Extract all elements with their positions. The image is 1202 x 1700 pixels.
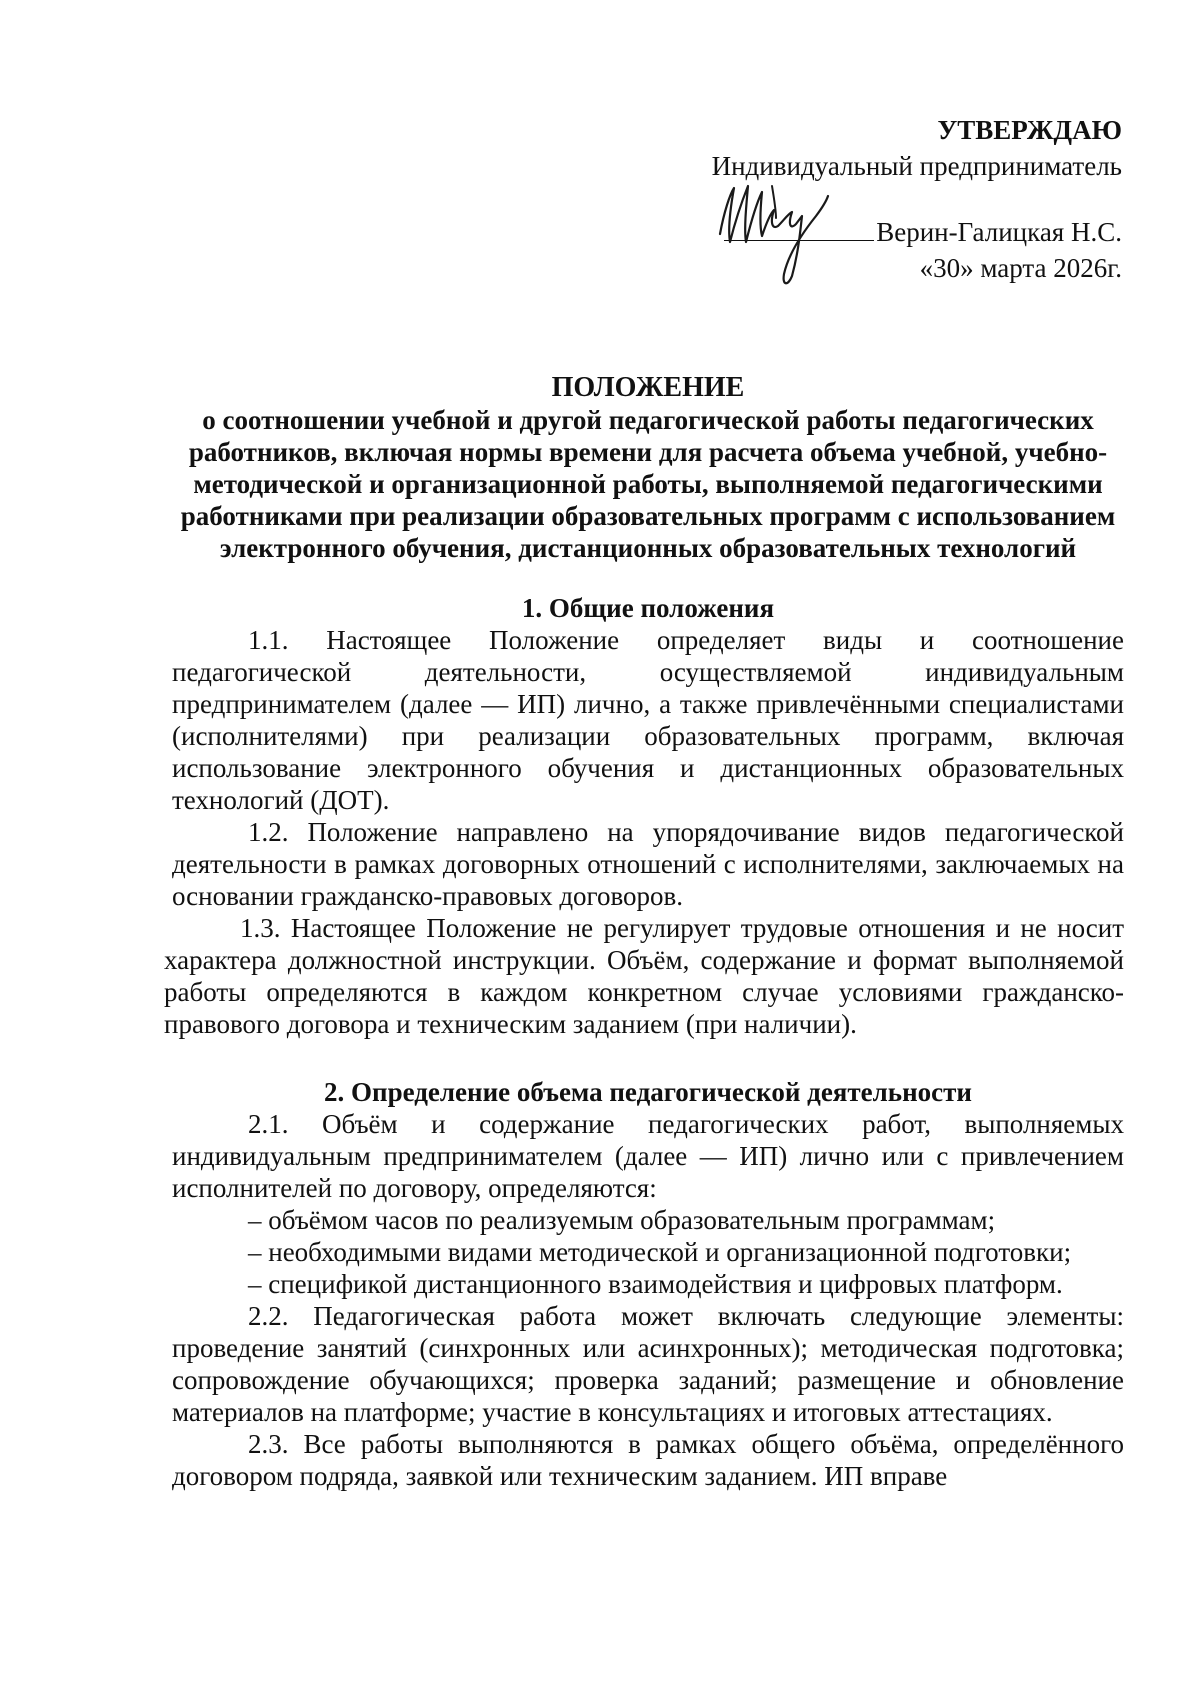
title-subtitle: о соотношении учебной и другой педагогической работы педагогических работников, включая нормы времени для расчета объема учебной, учебно-методической и организационной работы, выполняемой педагогическими работниками при реализации образовательных программ с использованием электронного обучения, дистанционных образовательных технологий: [180, 405, 1116, 563]
section-1-heading: 1. Общие положения: [521, 593, 775, 623]
list-item: – объёмом часов по реализуемым образовательным программам;: [248, 1205, 996, 1235]
paragraph-2-1: 2.1. Объём и содержание педагогических работ, выполняемых индивидуальным предпринимателем (далее — ИП) лично или с привлечением исполнителей по договору, определяются:: [172, 1109, 1124, 1203]
paragraph-1-1: 1.1. Настоящее Положение определяет виды и соотношение педагогической деятельности, осуществляемой индивидуальным предпринимателем (далее — ИП) лично, а также привлечёнными специалистами (исполнителями) при реализации образовательных программ, включая использование электронного обучения и дистанционных образовательных технологий (ДОТ).: [172, 625, 1124, 815]
approval-name: Верин-Галицкая Н.С.: [876, 217, 1122, 247]
list-item: – необходимыми видами методической и организационной подготовки;: [248, 1237, 1072, 1267]
approval-heading: УТВЕРЖДАЮ: [937, 115, 1122, 145]
approval-position: Индивидуальный предприниматель: [711, 151, 1122, 181]
paragraph-1-3: 1.3. Настоящее Положение не регулирует трудовые отношения и не носит характера должностной инструкции. Объём, содержание и формат выполняемой работы определяются в каждом конкретном случае условиями гражданско-правового договора и техническим заданием (при наличии).: [164, 913, 1124, 1039]
approval-date: «30» марта 2026г.: [919, 253, 1122, 283]
document-title: [172, 372, 1124, 564]
paragraph-2-2: 2.2. Педагогическая работа может включать следующие элементы: проведение занятий (синхронных или асинхронных); методическая подготовка; сопровождение обучающихся; проверка заданий; размещение и обновление материалов на платформе; участие в консультациях и итоговых аттестациях.: [172, 1301, 1124, 1427]
document-body: [164, 372, 1124, 1492]
paragraph-2-3: 2.3. Все работы выполняются в рамках общего объёма, определённого договором подряда, заявкой или техническим заданием. ИП вправе: [172, 1429, 1124, 1491]
list-item: – спецификой дистанционного взаимодействия и цифровых платформ.: [248, 1269, 1063, 1299]
section-2-heading: 2. Определение объема педагогической деятельности: [324, 1077, 972, 1107]
paragraph-1-2: 1.2. Положение направлено на упорядочивание видов педагогической деятельности в рамках договорных отношений с исполнителями, заключаемых на основании гражданско-правовых договоров.: [172, 817, 1124, 911]
handwritten-signature: [700, 172, 880, 292]
title-main: ПОЛОЖЕНИЕ: [551, 372, 745, 403]
